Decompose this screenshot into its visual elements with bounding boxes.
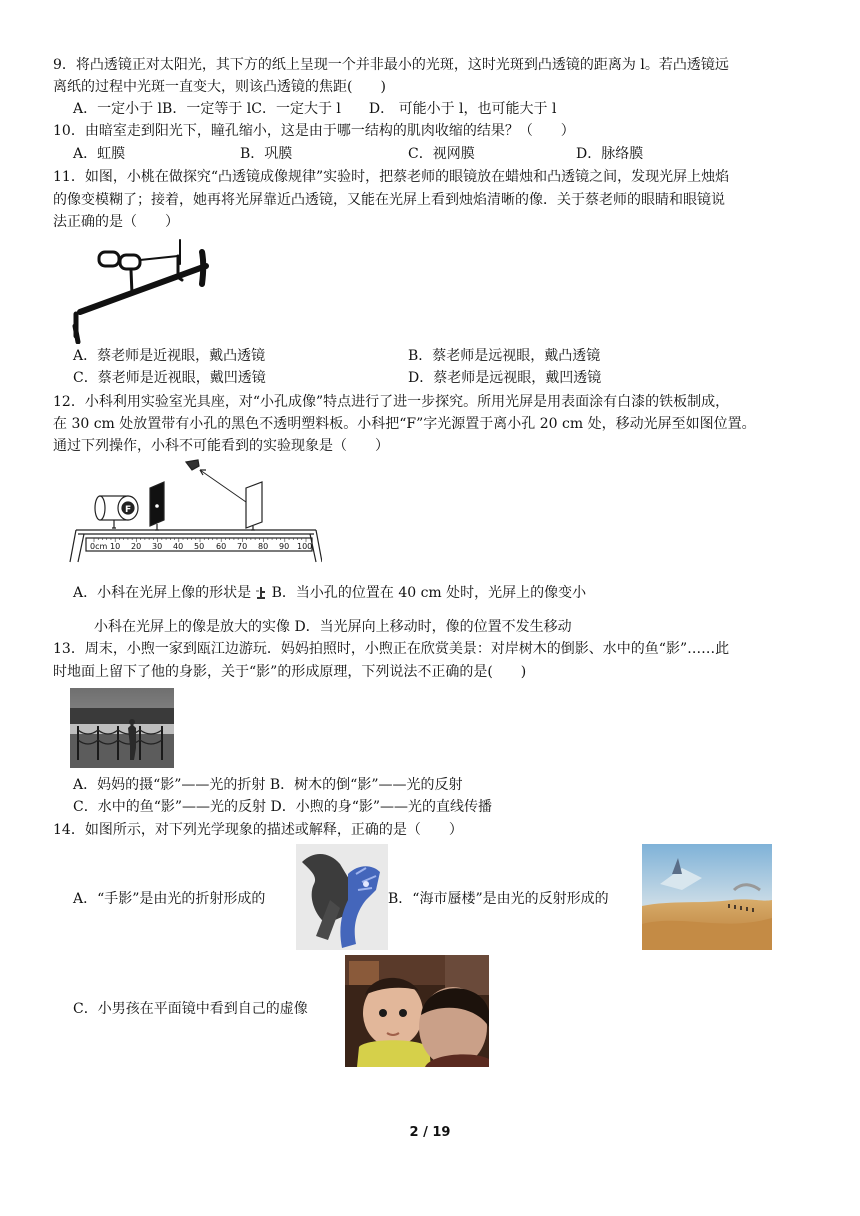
q12-option-c-d: 小科在光屏上的像是放大的实像 D．当光屏向上移动时，像的位置不发生移动 [94,619,572,635]
q12-option-a-b [73,582,586,606]
ruler-label-0: 0cm [90,542,108,551]
q12-line2: 在 30 cm 处放置带有小孔的黑色不透明塑料板。小科把“F”字光源置于离小孔 20 cm 处，移动光屏至如图位置。 [53,416,756,432]
q12-f-shape-icon [255,584,267,606]
q12-line1: 12．小科利用实验室光具座，对“小孔成像”特点进行了进一步探究。所用光屏是用表面涂有白漆的铁板制成， [53,394,730,410]
q11-option-a: A．蔡老师是近视眼，戴凸透镜 [73,348,266,364]
q12-line3: 通过下列操作，小科不可能看到的实验现象是（ ） [53,438,389,454]
q13-line1: 13．周末，小煦一家到瓯江边游玩．妈妈拍照时，小煦正在欣赏美景：对岸树木的倒影、水中的鱼“影”……此 [53,641,730,657]
ruler-label-80: 80 [258,542,269,551]
q11-option-d: D．蔡老师是远视眼，戴凹透镜 [408,370,602,386]
ruler-label-20: 20 [131,542,142,551]
ruler-label-50: 50 [194,542,205,551]
q11-glasses-on-bench-figure [68,232,218,344]
q11-line1: 11．如图，小桃在做探究“凸透镜成像规律”实验时，把蔡老师的眼镜放在蜡烛和凸透镜之间，发现光屏上烛焰 [53,169,730,185]
q13-options-ab: A．妈妈的摄“影”——光的折射 B．树木的倒“影”——光的反射 [73,777,463,793]
q9-line1: 9．将凸透镜正对太阳光，其下方的纸上呈现一个并非最小的光斑，这时光斑到凸透镜的距离为 l。若凸透镜远 [53,57,729,73]
ruler-label-40: 40 [173,542,184,551]
source-f-letter: F [125,505,132,515]
q13-riverside-photo [70,688,174,768]
ruler-label-60: 60 [216,542,227,551]
q14-boy-mirror-photo [345,955,489,1067]
q10-line1: 10．由暗室走到阳光下，瞳孔缩小，这是由于哪一结构的肌肉收缩的结果？（ ） [53,123,575,139]
q11-line2: 的像变模糊了；接着，她再将光屏靠近凸透镜，又能在光屏上看到烛焰清晰的像．关于蔡老师的眼睛和眼镜说 [53,192,725,208]
q12-optical-bench-figure [66,458,322,570]
q14-hand-shadow-photo [296,844,388,950]
ruler-label-90: 90 [279,542,290,551]
q14-option-c: C．小男孩在平面镜中看到自己的虚像 [73,1001,308,1017]
q11-option-c: C．蔡老师是近视眼，戴凹透镜 [73,370,266,386]
q10-option-d: D．脉络膜 [576,146,644,162]
q11-line3: 法正确的是（ ） [53,214,179,230]
ruler-label-70: 70 [237,542,248,551]
page-number: 2 / 19 [409,1125,451,1140]
q11-option-b: B．蔡老师是远视眼，戴凸透镜 [408,348,601,364]
q14-option-b: B．“海市蜃楼”是由光的反射形成的 [388,891,609,907]
q14-option-a: A．“手影”是由光的折射形成的 [73,891,266,907]
q12-option-a-prefix: A．小科在光屏上像的形状是 [73,585,252,601]
q10-option-b: B．巩膜 [240,146,293,162]
q12-option-b: B．当小孔的位置在 40 cm 处时，光屏上的像变小 [267,585,587,601]
q9-line2: 离纸的过程中光斑一直变大，则该凸透镜的焦距( ) [53,79,386,95]
q14-line1: 14．如图所示，对下列光学现象的描述或解释，正确的是（ ） [53,822,463,838]
ruler-label-10: 10 [110,542,121,551]
ruler-label-30: 30 [152,542,163,551]
q13-line2: 时地面上留下了他的身影，关于“影”的形成原理，下列说法不正确的是( ) [53,664,527,680]
q10-option-c: C．视网膜 [408,146,475,162]
q13-options-cd: C．水中的鱼“影”——光的反射 D．小煦的身“影”——光的直线传播 [73,799,493,815]
ruler-label-100: 100 [297,542,313,551]
q10-option-a: A．虹膜 [73,146,126,162]
q9-options: A．一定小于 lB．一定等于 lC．一定大于 l D． 可能小于 l，也可能大于 l [73,101,557,117]
q14-mirage-desert-photo [642,844,772,950]
